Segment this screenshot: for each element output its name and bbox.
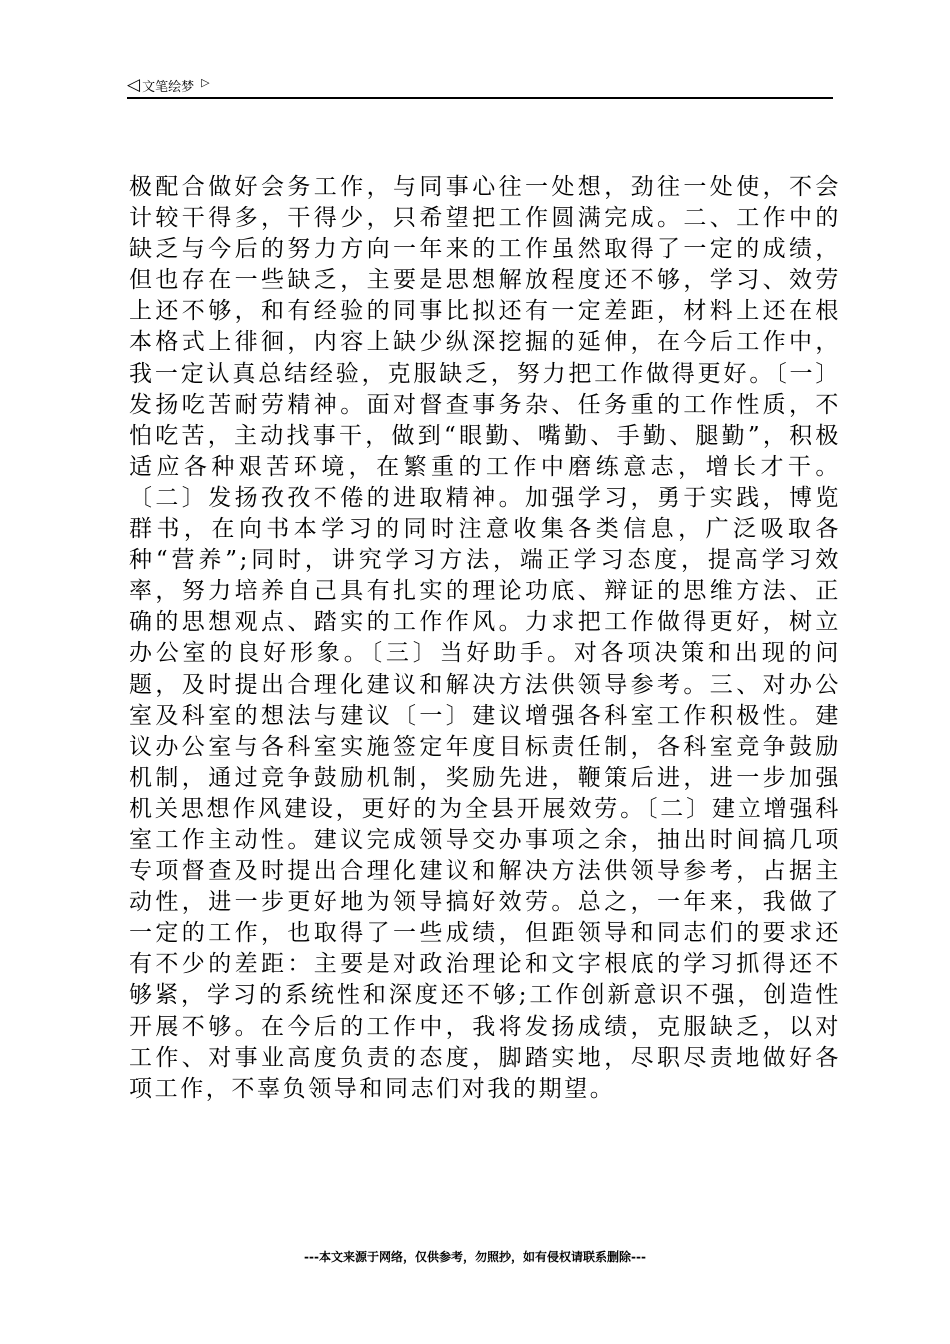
left-triangle-icon: ◁ <box>127 75 141 95</box>
header-divider <box>127 97 833 99</box>
footer-notice: ---本文来源于网络，仅供参考，勿照抄，如有侵权请联系删除--- <box>304 1250 646 1264</box>
header-title: 文笔绘梦 <box>142 79 195 95</box>
page-header <box>127 74 210 96</box>
right-triangle-icon: ▷ <box>201 75 210 89</box>
body-paragraph: 极配合做好会务工作，与同事心往一处想，劲往一处使，不会计较干得多，干得少，只希望把工作圆满完成。二、工作中的缺乏与今后的努力方向一年来的工作虽然取得了一定的成绩，但也存在一些缺乏，主要是思想解放程度还不够，学习、效劳上还不够，和有经验的同事比拟还有一定差距，材料上还在根本格式上徘徊，内容上缺少纵深挖掘的延伸，在今后工作中，我一定认真总结经验，克服缺乏，努力把工作做得更好。〔一〕发扬吃苦耐劳精神。面对督查事务杂、任务重的工作性质，不怕吃苦，主动找事干，做到“眼勤、嘴勤、手勤、腿勤”，积极适应各种艰苦环境，在繁重的工作中磨练意志，增长才干。〔二〕发扬孜孜不倦的进取精神。加强学习，勇于实践，博览群书，在向书本学习的同时注意收集各类信息，广泛吸取各种“营养”;同时，讲究学习方法，端正学习态度，提高学习效率，努力培养自己具有扎实的理论功底、辩证的思维方法、正确的思想观点、踏实的工作作风。力求把工作做得更好，树立办公室的良好形象。〔三〕当好助手。对各项决策和出现的问题，及时提出合理化建议和解决方法供领导参考。三、对办公室及科室的想法与建议〔一〕建议增强各科室工作积极性。建议办公室与各科室实施签定年度目标责任制，各科室竞争鼓励机制，通过竞争鼓励机制，奖励先进，鞭策后进，进一步加强机关思想作风建设，更好的为全县开展效劳。〔二〕建立增强科室工作主动性。建议完成领导交办事项之余，抽出时间搞几项专项督查及时提出合理化建议和解决方法供领导参考，占据主动性，进一步更好地为领导搞好效劳。总之，一年来，我做了一定的工作，也取得了一些成绩，但距领导和同志们的要求还有不少的差距：主要是对政治理论和文字根底的学习抓得还不够紧，学习的系统性和深度还不够;工作创新意识不强，创造性开展不够。在今后的工作中，我将发扬成绩，克服缺乏，以对工作、对事业高度负责的态度，脚踏实地，尽职尽责地做好各项工作，不辜负领导和同志们对我的期望。 <box>129 174 841 1102</box>
